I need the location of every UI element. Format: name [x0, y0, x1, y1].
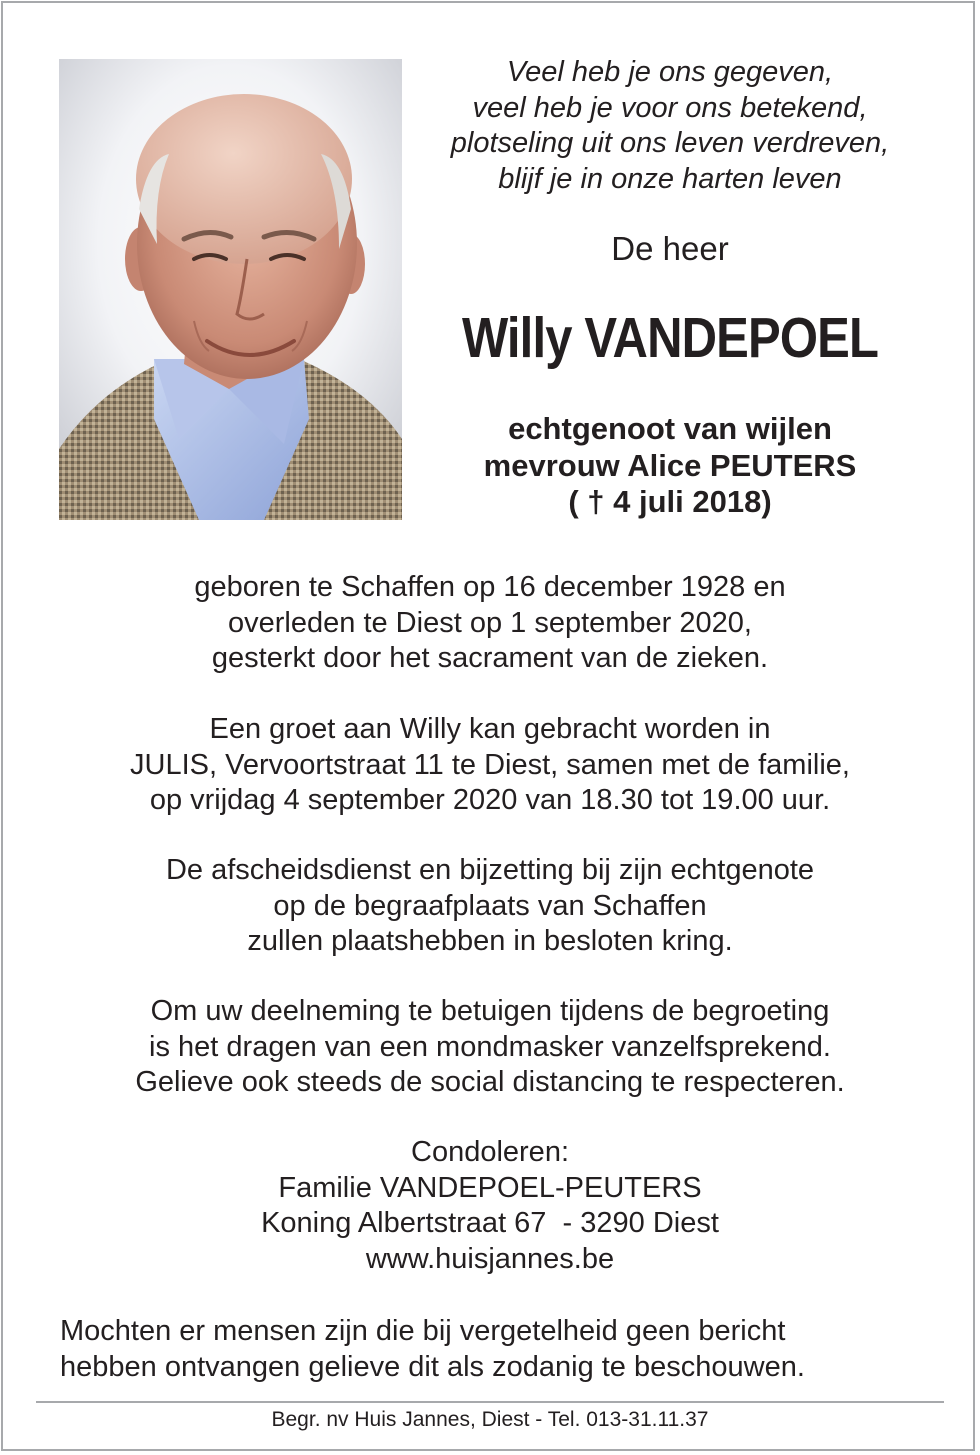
text-line: overleden te Diest op 1 september 2020,: [228, 606, 752, 639]
verse-line: veel heb je voor ons betekend,: [472, 91, 868, 124]
deceased-name: Willy VANDEPOEL: [461, 306, 879, 370]
salutation: De heer: [611, 230, 729, 267]
undertaker-footer: Begr. nv Huis Jannes, Diest - Tel. 013-31.11.37: [271, 1408, 709, 1431]
verse-line: plotseling uit ons leven verdreven,: [450, 127, 890, 159]
text-line: De afscheidsdienst en bijzetting bij zijn echtgenote: [165, 854, 815, 886]
spouse-line: ( † 4 juli 2018): [568, 484, 772, 519]
spouse-line: echtgenoot van wijlen: [508, 411, 832, 446]
verse-line: blijf je in onze harten leven: [498, 162, 842, 195]
portrait-photo: [59, 59, 402, 520]
service-paragraph: [40, 853, 940, 960]
covid-notice-paragraph: [40, 994, 940, 1101]
condolences-block: [40, 1135, 940, 1277]
text-line: JULIS, Vervoortstraat 11 te Diest, samen met de familie,: [130, 748, 850, 781]
condolences-family: Familie VANDEPOEL-PEUTERS: [278, 1171, 702, 1204]
text-line: op vrijdag 4 september 2020 van 18.30 tot 19.00 uur.: [149, 784, 831, 816]
verse-line: Veel heb je ons gegeven,: [506, 56, 834, 88]
text-line: Een groet aan Willy kan gebracht worden in: [209, 713, 771, 745]
text-line: zullen plaatshebben in besloten kring.: [247, 925, 733, 957]
closing-note: [60, 1314, 805, 1385]
text-line: hebben ontvangen gelieve dit als zodanig te beschouwen.: [60, 1350, 805, 1383]
text-line: is het dragen van een mondmasker vanzelfsprekend.: [149, 1030, 831, 1063]
footer-divider: [36, 1401, 944, 1403]
condolences-address: Koning Albertstraat 67 - 3290 Diest: [261, 1207, 719, 1239]
visitation-paragraph: [40, 712, 940, 819]
condolences-website-link[interactable]: www.huisjannes.be: [365, 1242, 615, 1275]
life-dates-paragraph: [40, 570, 940, 677]
condolences-heading: Condoleren:: [411, 1136, 569, 1168]
text-line: op de begraafplaats van Schaffen: [273, 889, 707, 922]
text-line: geboren te Schaffen op 16 december 1928 en: [194, 571, 786, 603]
spouse-block: [420, 411, 920, 521]
memorial-verse: [420, 55, 920, 197]
text-line: Mochten er mensen zijn die bij vergetelheid geen bericht: [60, 1315, 786, 1347]
text-line: Om uw deelneming te betuigen tijdens de begroeting: [150, 995, 830, 1027]
spouse-line: mevrouw Alice PEUTERS: [483, 447, 857, 483]
text-line: gesterkt door het sacrament van de zieken.: [211, 642, 769, 674]
text-line: Gelieve ook steeds de social distancing te respecteren.: [135, 1066, 845, 1098]
